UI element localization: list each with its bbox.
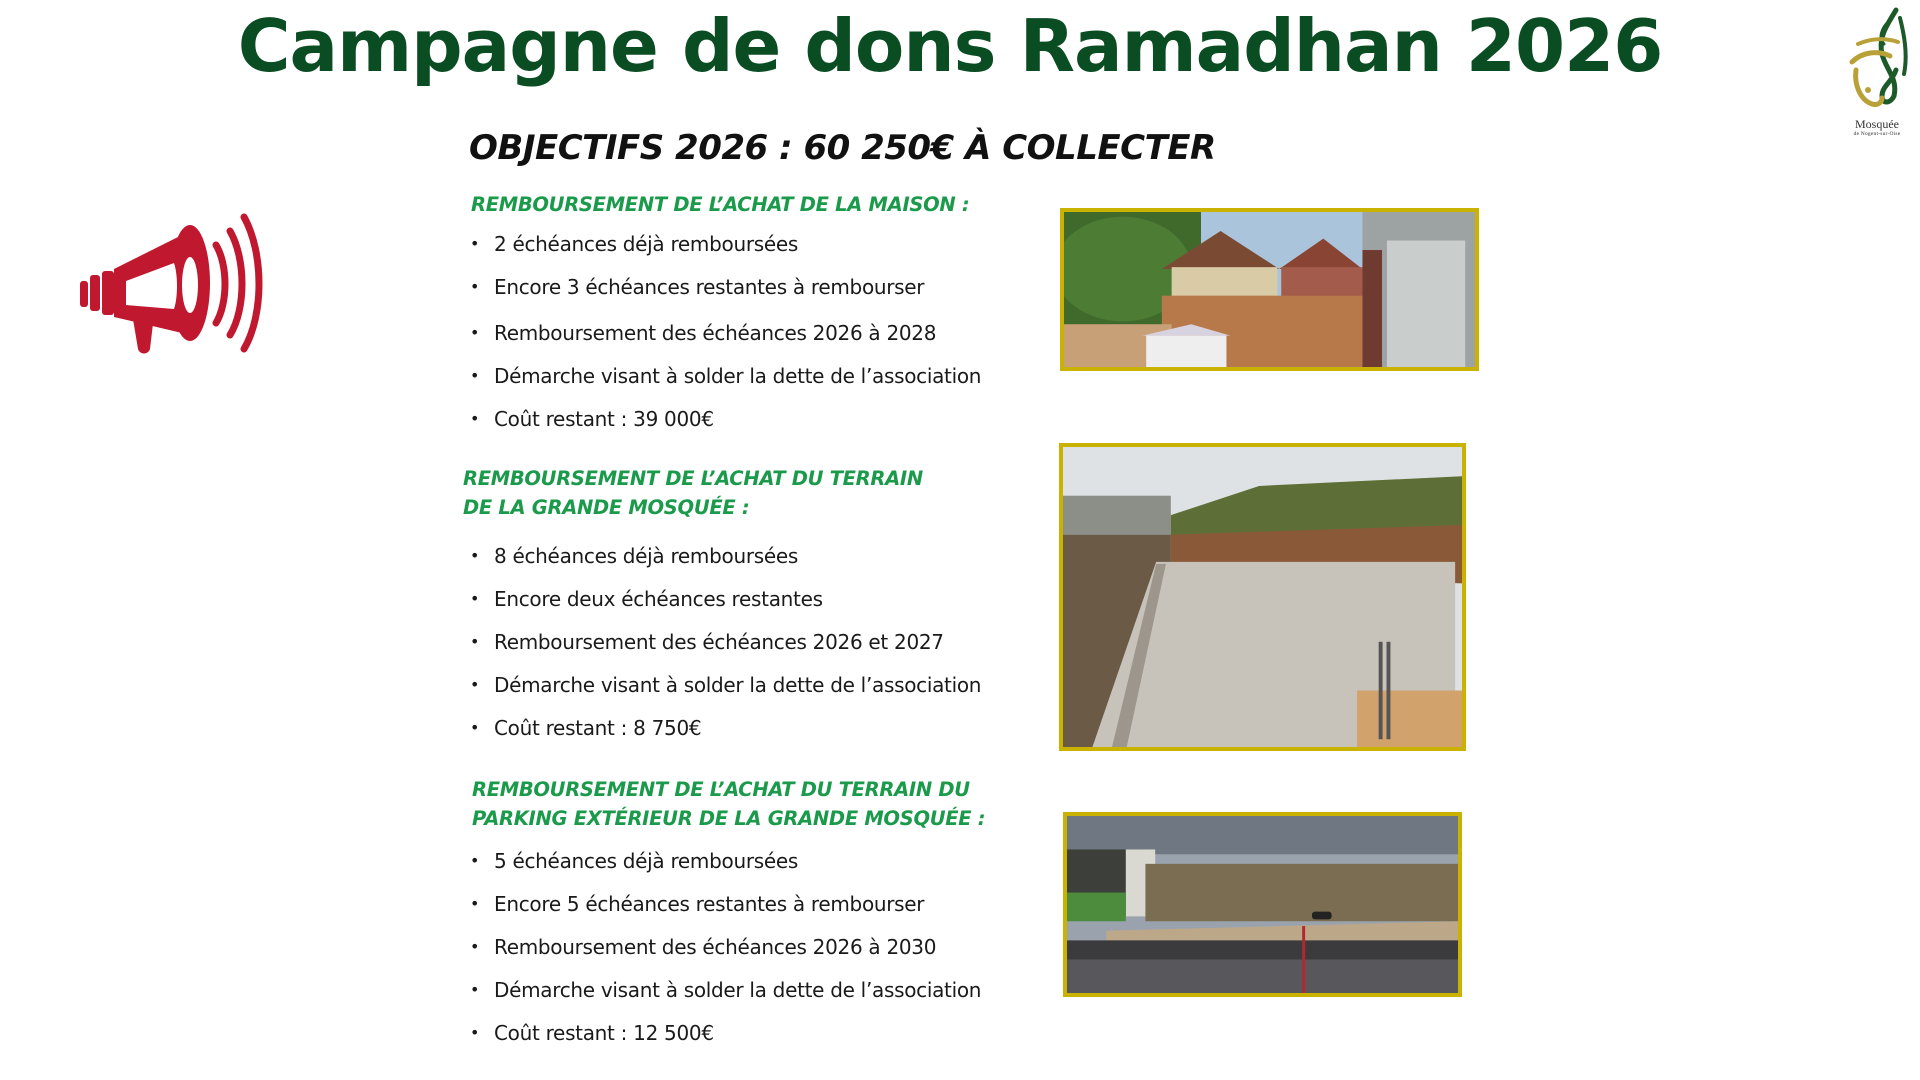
section-heading-parking-land (472, 775, 985, 833)
section-heading-mosque-land (463, 464, 923, 522)
bullet-list-house (470, 230, 981, 448)
house-photo (1060, 208, 1479, 371)
logo-name: Mosquée (1855, 117, 1899, 131)
list-item: • 2 échéances déjà remboursées (470, 230, 981, 273)
calligraphy-logo-icon (1838, 4, 1918, 119)
section-heading-line: PARKING EXTÉRIEUR DE LA GRANDE MOSQUÉE : (472, 807, 986, 830)
logo-subtitle: de Nogent-sur-Oise (1853, 131, 1901, 137)
list-item: • Remboursement des échéances 2026 et 2027 (470, 628, 981, 671)
section-heading-line: REMBOURSEMENT DE L’ACHAT DU TERRAIN (463, 467, 923, 490)
remaining-cost: • Coût restant : 39 000€ (470, 405, 981, 448)
list-item: • Encore deux échéances restantes (470, 585, 981, 628)
mosque-land-photo (1059, 443, 1466, 751)
page-title: Campagne de dons Ramadhan 2026 (237, 4, 1663, 88)
megaphone-icon (78, 205, 263, 355)
list-item: • Encore 5 échéances restantes à rembourser (470, 890, 981, 933)
list-item: • Démarche visant à solder la dette de l’association (470, 671, 981, 714)
remaining-cost: • Coût restant : 8 750€ (470, 714, 981, 757)
list-item: • 8 échéances déjà remboursées (470, 542, 981, 585)
bullet-list-mosque-land (470, 542, 981, 757)
parking-land-photo (1063, 812, 1462, 997)
objectives-headline: OBJECTIFS 2026 : 60 250€ À COLLECTER (469, 128, 1216, 168)
list-item: • Remboursement des échéances 2026 à 2030 (470, 933, 981, 976)
bullet-list-parking-land (470, 847, 981, 1062)
section-heading-line: REMBOURSEMENT DE L’ACHAT DE LA MAISON : (471, 193, 970, 216)
section-heading-line: REMBOURSEMENT DE L’ACHAT DU TERRAIN DU (472, 778, 970, 801)
remaining-cost: • Coût restant : 12 500€ (470, 1019, 981, 1062)
list-item: • 5 échéances déjà remboursées (470, 847, 981, 890)
list-item: • Démarche visant à solder la dette de l’association (470, 976, 981, 1019)
list-item: • Encore 3 échéances restantes à rembourser (470, 273, 981, 319)
list-item: • Remboursement des échéances 2026 à 2028 (470, 319, 981, 362)
list-item: • Démarche visant à solder la dette de l’association (470, 362, 981, 405)
section-heading-line: DE LA GRANDE MOSQUÉE : (463, 496, 750, 519)
section-heading-house (471, 190, 969, 219)
